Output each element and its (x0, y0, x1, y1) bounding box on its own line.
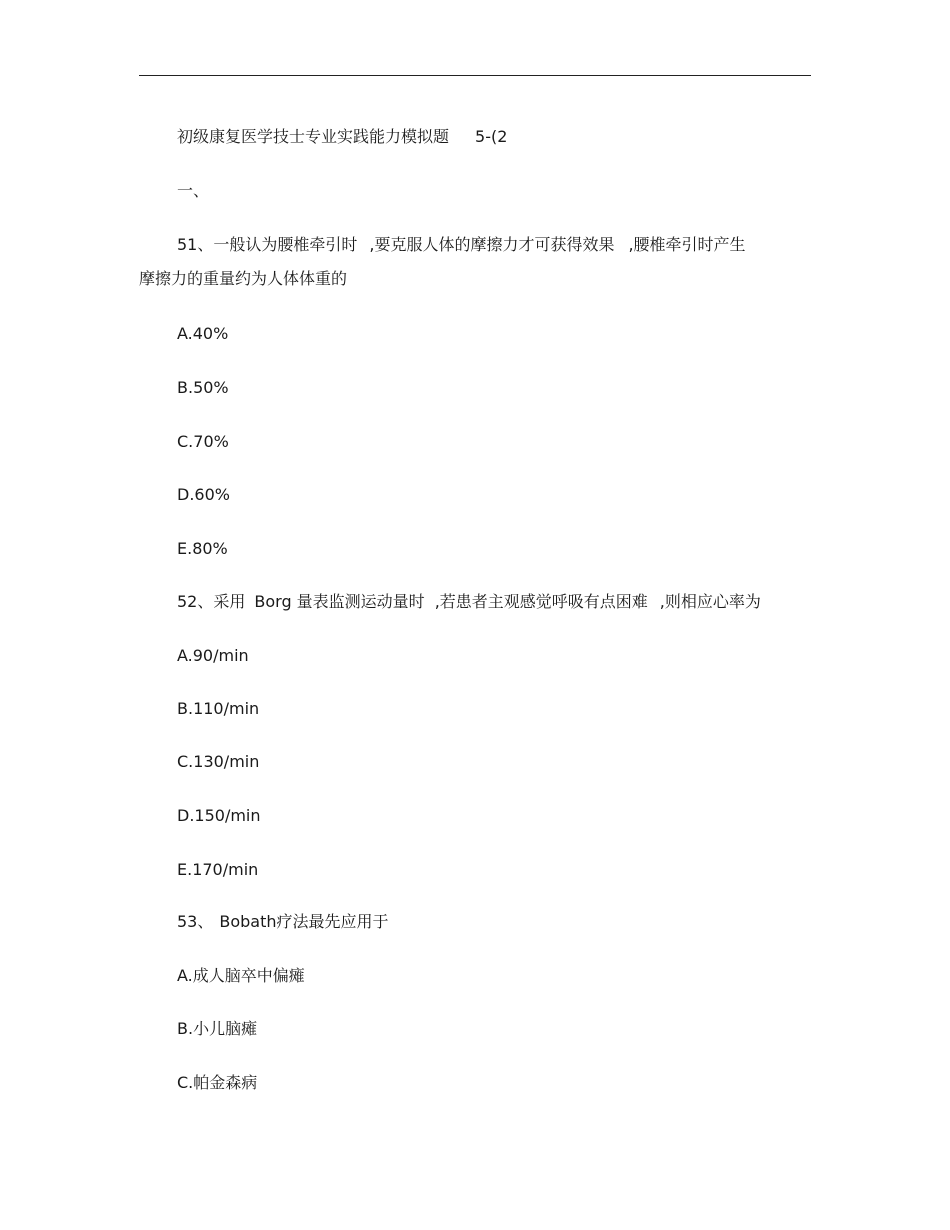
question-52-stem (177, 592, 761, 612)
question-52-option-c: C.130/min (177, 752, 260, 771)
question-51-stem-part: 51、一般认为腰椎牵引时 (177, 235, 358, 254)
question-53-stem (177, 912, 389, 932)
question-51-stem-part: ,要克服人体的摩擦力才可获得效果 (369, 235, 615, 254)
question-52-stem-part: Borg 量表监测运动量时 (254, 592, 425, 611)
question-52-option-a: A.90/min (177, 646, 249, 665)
question-52-option-e: E.170/min (177, 860, 259, 879)
question-51-option-b: B.50% (177, 378, 229, 397)
question-53-option-b: B.小儿脑瘫 (177, 1019, 258, 1038)
question-53-stem-part: Bobath疗法最先应用于 (219, 912, 389, 931)
document-title-main: 初级康复医学技士专业实践能力模拟题 (177, 127, 450, 146)
header-rule (139, 75, 811, 76)
document-title (177, 127, 507, 147)
question-51-stem-line2: 摩擦力的重量约为人体体重的 (139, 269, 348, 288)
question-51-option-c: C.70% (177, 432, 229, 451)
question-52-stem-part: ,若患者主观感觉呼吸有点困难 (434, 592, 648, 611)
question-51-option-e: E.80% (177, 539, 228, 558)
question-52-option-d: D.150/min (177, 806, 261, 825)
question-51-stem-part: ,腰椎牵引时产生 (628, 235, 746, 254)
document-title-suffix: 5-(2 (475, 127, 508, 146)
question-51-option-d: D.60% (177, 485, 230, 504)
question-53-option-c: C.帕金森病 (177, 1073, 258, 1092)
question-52-stem-part: 52、采用 (177, 592, 246, 611)
question-51-stem-line1 (177, 235, 746, 255)
question-53-option-a: A.成人脑卒中偏瘫 (177, 966, 305, 985)
question-51-option-a: A.40% (177, 324, 229, 343)
section-marker: 一、 (177, 181, 210, 200)
question-52-option-b: B.110/min (177, 699, 260, 718)
question-52-stem-part: ,则相应心率为 (659, 592, 761, 611)
question-53-stem-part: 53、 (177, 912, 214, 931)
